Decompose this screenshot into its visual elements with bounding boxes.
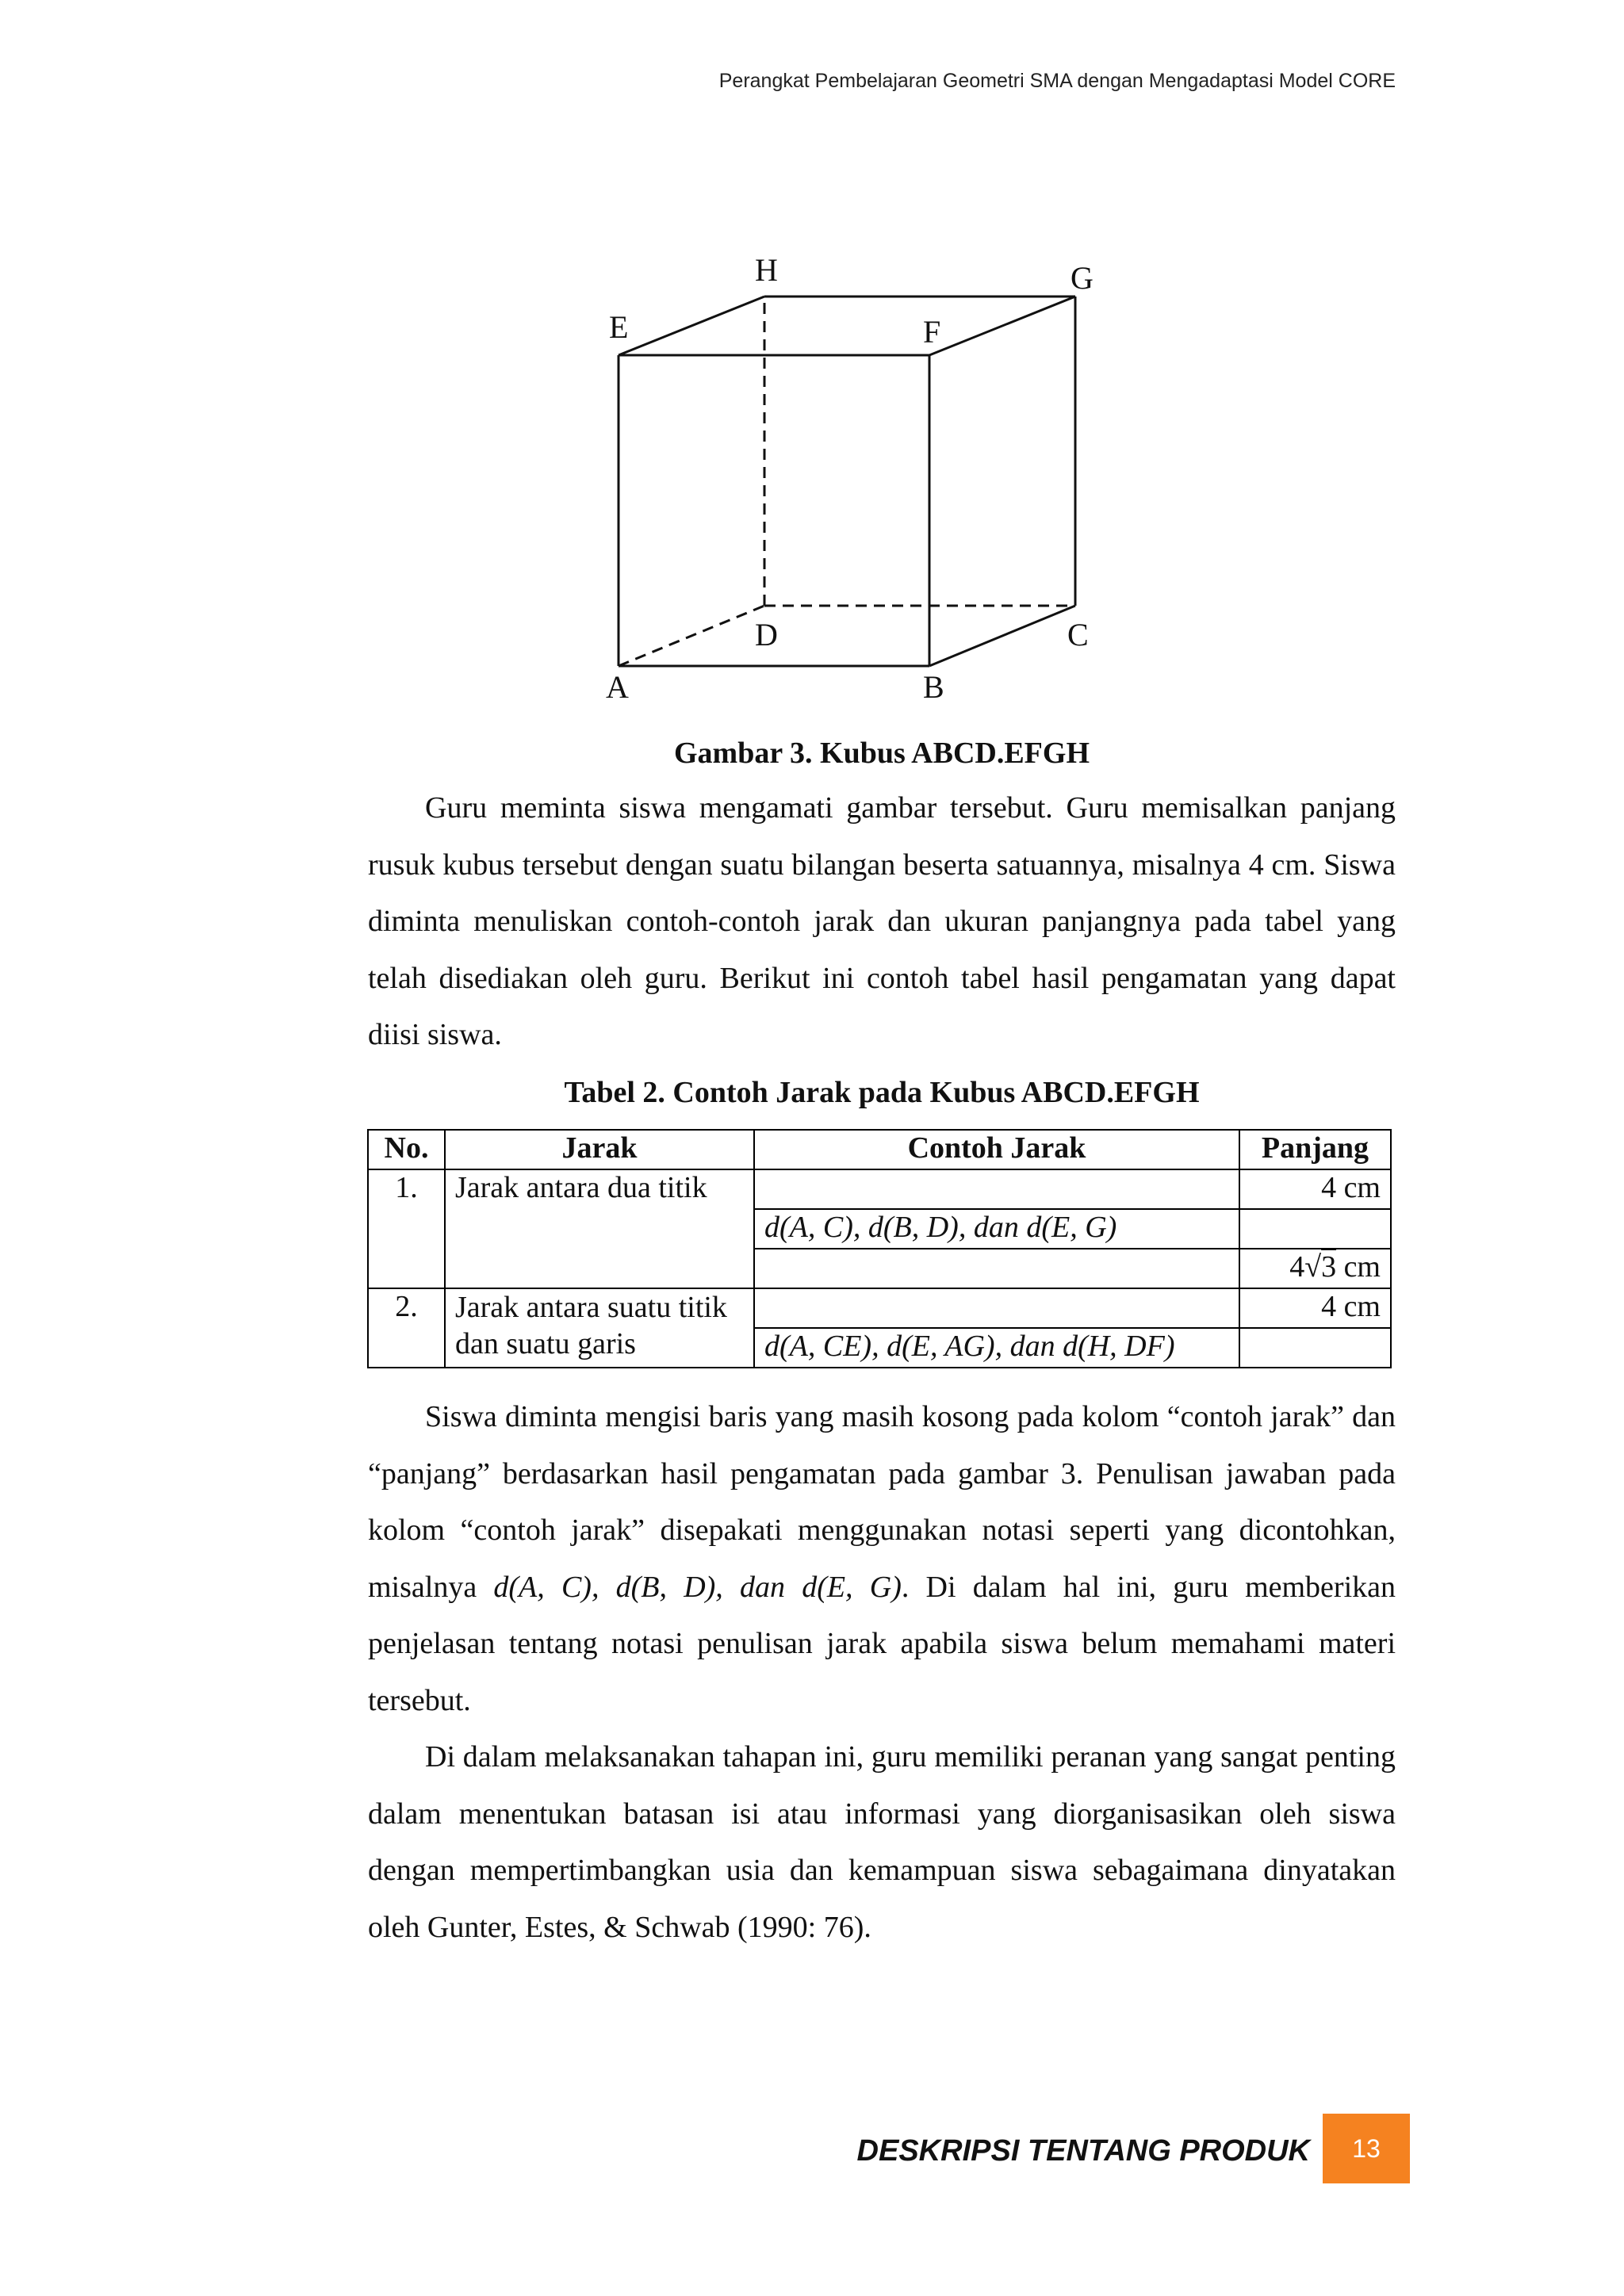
vertex-label-h: H	[755, 252, 778, 288]
row2-example-empty	[754, 1288, 1239, 1328]
vertex-label-g: G	[1071, 260, 1094, 296]
edge-he	[619, 297, 764, 355]
length-radicand: 3	[1321, 1250, 1337, 1284]
row2-example-2-text: d(A, CE), d(E, AG), dan d(H, DF)	[764, 1330, 1175, 1363]
table-caption: Tabel 2. Contoh Jarak pada Kubus ABCD.EFGH	[564, 1076, 1200, 1109]
row2-example-2	[754, 1328, 1239, 1368]
row1-example-2	[754, 1209, 1239, 1249]
paragraph-2-part-1: Siswa diminta mengisi baris yang masih kosong pada kolom “contoh jarak” dan “panjang” berdasarkan hasil pengamatan pada gambar 3. Penulisan jawaban pada kolom “contoh jarak” disepakati menggunakan notasi seperti yang dicontohkan, misalnya	[368, 1400, 1396, 1604]
header-contoh-jarak: Contoh Jarak	[754, 1130, 1239, 1169]
row1-length-empty	[1239, 1209, 1391, 1249]
row1-length-3	[1239, 1249, 1391, 1288]
distance-table	[367, 1129, 1392, 1368]
header-jarak: Jarak	[445, 1130, 754, 1169]
cube-figure	[587, 252, 1158, 712]
length-unit: cm	[1336, 1250, 1381, 1284]
row1-example-empty-3	[754, 1249, 1239, 1288]
page-number: 13	[1352, 2133, 1381, 2163]
vertex-label-f: F	[923, 314, 941, 350]
header-panjang: Panjang	[1239, 1130, 1391, 1169]
sqrt-icon: √	[1304, 1250, 1322, 1284]
page-number-box	[1323, 2114, 1410, 2183]
paragraph-2-notation: d(A, C), d(B, D), dan d(E, G)	[493, 1570, 902, 1604]
vertex-label-d: D	[755, 617, 778, 652]
row2-no: 2.	[368, 1288, 445, 1368]
row1-no: 1.	[368, 1169, 445, 1288]
footer-section-title: DESKRIPSI TENTANG PRODUK	[856, 2134, 1310, 2168]
paragraph-2-part-2: . Di dalam hal ini, guru memberikan penjelasan tentang notasi penulisan jarak apabila siswa belum memahami materi tersebut.	[368, 1570, 1396, 1717]
vertex-label-e: E	[609, 309, 629, 345]
row1-example-empty	[754, 1169, 1239, 1209]
figure-caption: Gambar 3. Kubus ABCD.EFGH	[673, 737, 1090, 770]
edge-bc	[929, 606, 1075, 666]
length-coef: 4	[1289, 1250, 1305, 1284]
paragraph-2	[368, 1389, 1396, 1729]
row1-jarak: Jarak antara dua titik	[445, 1169, 754, 1288]
edge-ad-hidden	[619, 606, 764, 666]
vertex-label-a: A	[606, 669, 629, 705]
paragraph-1: Guru meminta siswa mengamati gambar tersebut. Guru memisalkan panjang rusuk kubus tersebut dengan suatu bilangan beserta satuannya, misalnya 4 cm. Siswa diminta menuliskan contoh-contoh jarak dan ukuran panjangnya pada tabel yang telah disediakan oleh guru. Berikut ini contoh tabel hasil pengamatan yang dapat diisi siswa.	[368, 791, 1396, 1051]
table-row	[368, 1288, 1391, 1328]
vertex-label-c: C	[1067, 617, 1089, 652]
edge-fg	[929, 297, 1075, 355]
paragraph-3: Di dalam melaksanakan tahapan ini, guru memiliki peranan yang sangat penting dalam menentukan batasan isi atau informasi yang diorganisasikan oleh siswa dengan mempertimbangkan usia dan kemampuan siswa sebagaimana dinyatakan oleh Gunter, Estes, & Schwab (1990: 76).	[368, 1740, 1396, 1944]
table-header-row	[368, 1130, 1391, 1169]
header-no: No.	[368, 1130, 445, 1169]
row2-jarak: Jarak antara suatu titik dan suatu garis	[445, 1288, 754, 1368]
table-row	[368, 1169, 1391, 1209]
running-header: Perangkat Pembelajaran Geometri SMA dengan Mengadaptasi Model CORE	[718, 70, 1396, 92]
row1-length-1: 4 cm	[1239, 1169, 1391, 1209]
row2-length-1: 4 cm	[1239, 1288, 1391, 1328]
row1-example-2-text: d(A, C), d(B, D), dan d(E, G)	[764, 1211, 1117, 1244]
vertex-label-b: B	[923, 669, 944, 705]
row2-length-empty	[1239, 1328, 1391, 1368]
